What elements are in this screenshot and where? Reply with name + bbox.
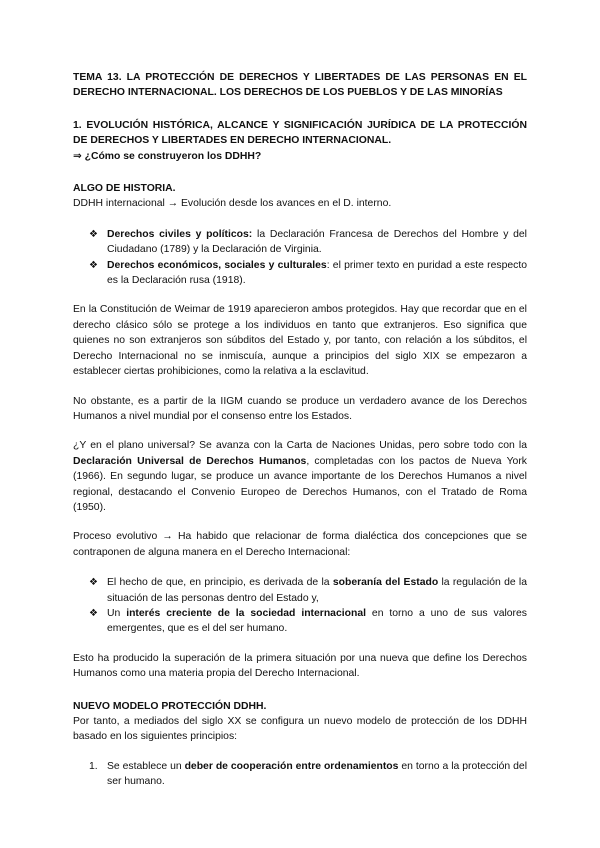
list-item-bold: soberanía del Estado: [332, 577, 439, 589]
principles-list: [73, 759, 527, 790]
list-item-text: El hecho de que, en principio, es derivada de la: [107, 577, 333, 589]
paragraph-bold: Declaración Universal de Derechos Humanos: [73, 455, 307, 467]
list-item-text: la Declaración Francesa de Derechos del Hombre y del Ciudadano (1789) y la Declaración de Virginia.: [107, 228, 527, 256]
list-item: [89, 606, 527, 637]
history-intro: DDHH internacional → Evolución desde los avances en el D. interno.: [73, 198, 392, 210]
diamond-bullet-icon: ❖: [89, 607, 98, 619]
paragraph-universal: [73, 438, 527, 515]
paragraph-text: , completadas con los pactos de Nueva York (1966). En segundo lugar, se produce un avance importante de los Derechos Humanos a nivel regional, destacando el Convenio Europeo de Derechos Humanos, con el Tratado de Roma (1950).: [73, 455, 527, 513]
diamond-bullet-icon: ❖: [89, 259, 98, 271]
section-heading: 1. EVOLUCIÓN HISTÓRICA, ALCANCE Y SIGNIFICACIÓN JURÍDICA DE LA PROTECCIÓN DE DERECHOS Y LIBERTADES EN DERECHO INTERNACIONAL.: [73, 119, 527, 147]
section-question: ⇒ ¿Cómo se construyeron los DDHH?: [73, 150, 262, 162]
list-item: [89, 227, 527, 258]
list-item-text: Se establece un: [107, 760, 185, 772]
paragraph-text: ¿Y en el plano universal? Se avanza con la Carta de Naciones Unidas, pero sobre todo con la: [73, 440, 527, 452]
list-item-text: Un: [107, 607, 127, 619]
history-heading: ALGO DE HISTORIA.: [73, 183, 176, 195]
paragraph-weimar: En la Constitución de Weimar de 1919 aparecieron ambos protegidos. Hay que recordar que en el derecho clásico sólo se protege a los individuos en tanto que extranjeros. Eso significa que quienes no son extranjeros son súbditos del Estado y, por tanto, con relación a los súbditos, el Derecho Internacional no se inmiscuía, aunque a principios del siglo XIX se empezaron a establecer ciertas prohibiciones, como la relativa a la esclavitud.: [73, 304, 527, 378]
list-item: [89, 258, 527, 289]
list-item-bold: Derechos económicos, sociales y culturales: [107, 259, 327, 271]
list-item-text: la regulación de la situación de las personas dentro del Estado y,: [107, 577, 528, 604]
list-item-text: en torno a uno de sus valores emergentes, que es el del ser humano.: [107, 607, 527, 635]
model-heading: NUEVO MODELO PROTECCIÓN DDHH.: [73, 700, 267, 712]
paragraph-proceso: Proceso evolutivo → Ha habido que relacionar de forma dialéctica dos concepciones que se contraponen de alguna manera en el Derecho Internacional:: [73, 531, 527, 558]
rights-list: [73, 227, 527, 289]
list-item-bold: Derechos civiles y políticos:: [107, 228, 253, 240]
diamond-bullet-icon: ❖: [89, 577, 98, 589]
list-item: [89, 575, 528, 606]
list-item: [89, 759, 527, 790]
paragraph-superacion: Esto ha producido la superación de la primera situación por una nueva que define los Derechos Humanos como una materia propia del Derecho Internacional.: [73, 652, 527, 680]
conceptions-list: [73, 575, 527, 637]
list-item-text: en torno a la protección del ser humano.: [107, 760, 527, 788]
model-intro: Por tanto, a mediados del siglo XX se configura un nuevo modelo de protección de los DDHH basado en los siguientes principios:: [73, 716, 527, 743]
list-item-text: : el primer texto en puridad a este respecto es la Declaración rusa (1918).: [107, 259, 527, 287]
list-number: 1.: [89, 760, 98, 772]
list-item-bold: interés creciente de la sociedad internacional: [126, 607, 366, 619]
diamond-bullet-icon: ❖: [89, 228, 98, 240]
document-title: TEMA 13. LA PROTECCIÓN DE DERECHOS Y LIBERTADES DE LAS PERSONAS EN EL DERECHO INTERNACIONAL. LOS DERECHOS DE LOS PUEBLOS Y DE LAS MINORÍAS: [73, 72, 527, 99]
paragraph-iigm: No obstante, es a partir de la IIGM cuando se produce un verdadero avance de los Derechos Humanos a nivel mundial por el consenso entre los Estados.: [73, 395, 527, 422]
list-item-bold: deber de cooperación entre ordenamientos: [184, 760, 399, 772]
